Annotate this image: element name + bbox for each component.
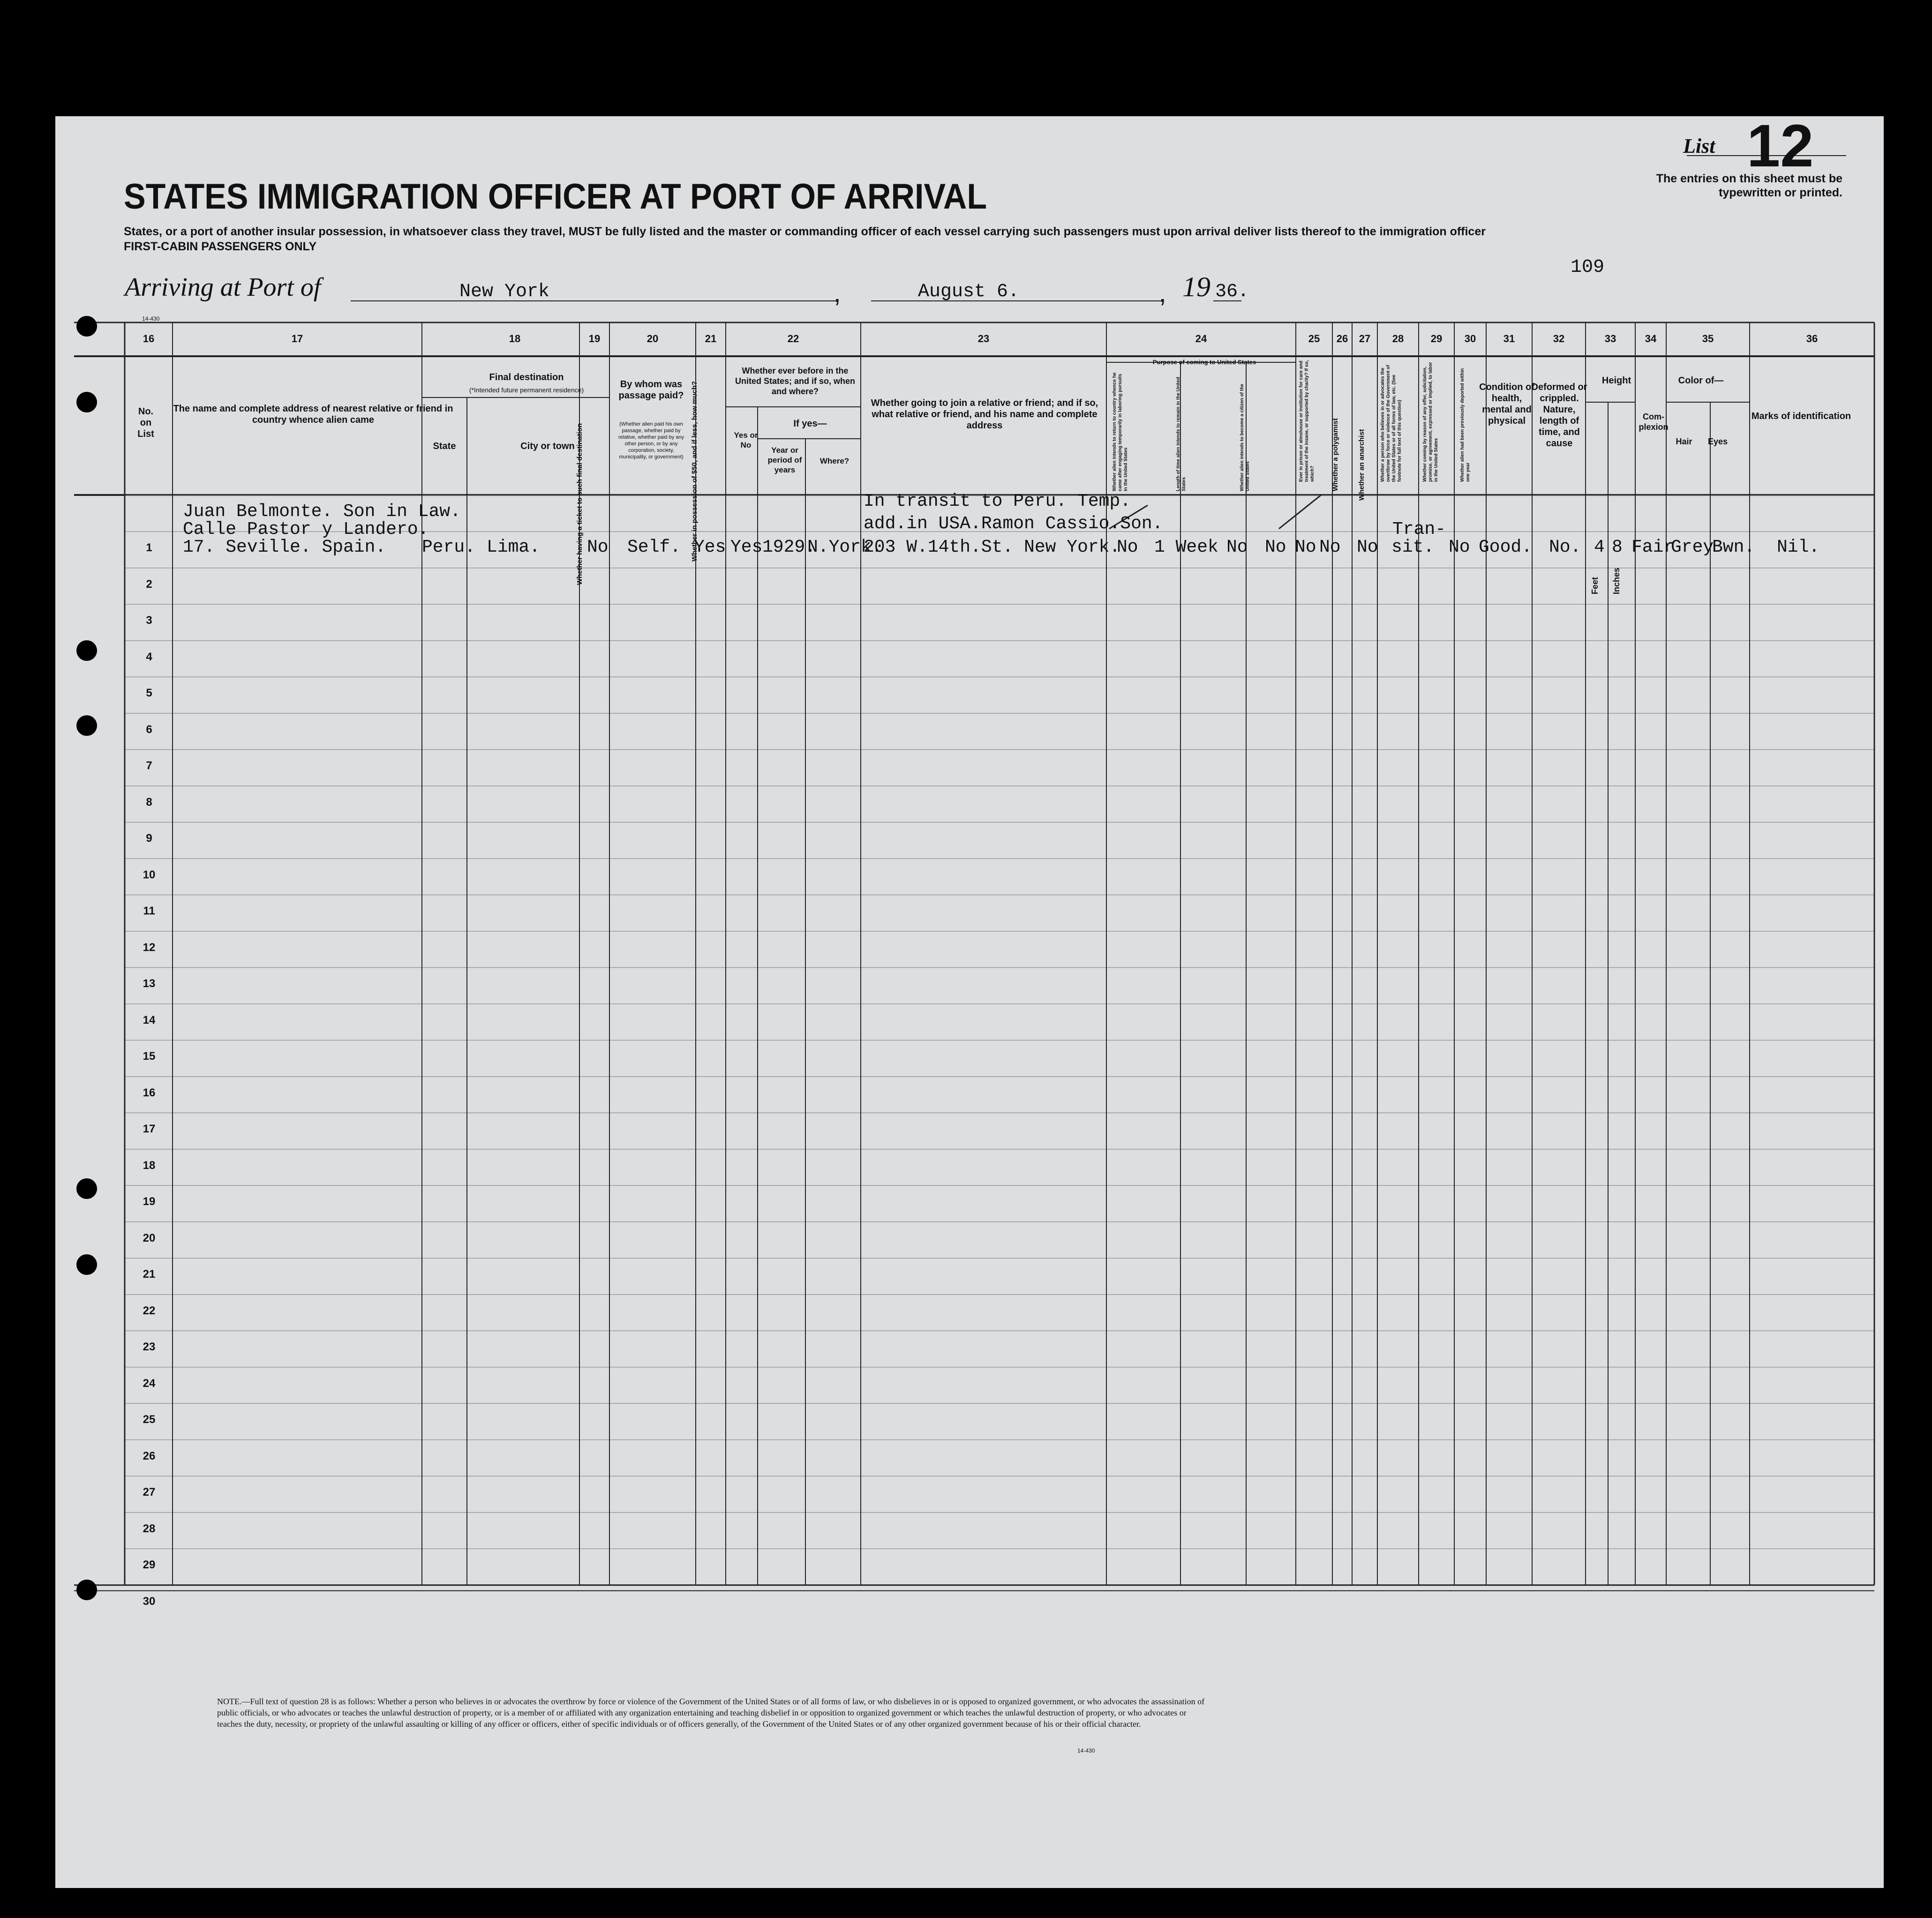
date-value: August 6. [918, 281, 1020, 302]
entries-note: The entries on this sheet must be typewritten or printed. [1656, 172, 1842, 199]
footnote: NOTE.—Full text of question 28 is as follows: Whether a person who believes in or advocates the overthrow by force or violence of the Government of the United States or of all forms of law, or who disbelieves in or is opposed to organized government, or who advocates the assassination of public officials, or who advocates or teaches the unlawful destruction of property, or is a member of or affiliated with any organization entertaining and teaching disbelief in or opposition to organized government or which teaches the unlawful destruction of property, or who advocates or teaches the duty, necessity, or propriety of the unlawful assaulting or killing of any officer or officers, either of specific individuals or of officers generally, of the Government of the United States or of any other organized government because of his or their official character. [217, 1697, 1205, 1729]
entry-feet: 4 [1594, 537, 1605, 557]
year-suffix: 36. [1215, 281, 1249, 302]
column-number: 36 [1806, 333, 1818, 345]
column-number: 23 [977, 333, 990, 345]
row-number: 23 [143, 1341, 156, 1353]
header-complexion: Com-plexion [1639, 412, 1669, 432]
binder-hole [76, 392, 97, 412]
row-number: 19 [143, 1195, 156, 1208]
header-final-destination: Final destination [489, 372, 564, 382]
row-number: 7 [146, 759, 152, 772]
header-purpose: Purpose of coming to United States [1152, 359, 1256, 366]
column-number: 29 [1430, 333, 1443, 345]
binder-hole [76, 316, 97, 337]
column-number: 20 [647, 333, 659, 345]
row-number: 8 [146, 795, 152, 809]
entry-offer-line1: Tran- [1392, 519, 1446, 539]
entry-overthrow: No [1357, 537, 1378, 557]
class-line: FIRST-CABIN PASSENGERS ONLY [124, 240, 317, 253]
column-number: 17 [291, 333, 303, 345]
entry-deported: No [1449, 537, 1470, 557]
row-number: 28 [143, 1522, 156, 1535]
header-offer: Whether coming by reason of any offer, solicitation, promise, or agreement, expressed or implied, to labor in the United States [1422, 362, 1439, 482]
header-marks: Marks of identification [1751, 411, 1851, 421]
row-number: 18 [143, 1159, 156, 1172]
row-number: 5 [146, 687, 152, 699]
column-number: 32 [1553, 333, 1565, 345]
header-polygamist: Whether a polygamist [1331, 418, 1339, 491]
header-yes-no: Yes or No [734, 431, 758, 450]
entry-state: Peru. [422, 537, 476, 557]
header-if-yes: If yes— [793, 419, 827, 429]
header-deported: Whether alien had been previously deported within one year [1460, 368, 1471, 482]
entry-prison: No [1265, 537, 1286, 557]
instruction-line: States, or a port of another insular possession, in whatsoever class they travel, MUST be fully listed and the master or commanding officer of each vessel carrying such passengers must upon arrival deliver lists thereof to the immigration officer [124, 225, 1486, 238]
row-number: 16 [143, 1086, 156, 1099]
row-number: 20 [143, 1231, 156, 1244]
form-code: 14-430 [142, 315, 160, 322]
row-number: 14 [143, 1013, 156, 1026]
header-ticket: Whether having a ticket to such final destination [576, 423, 584, 585]
header-before-in-us: Whether ever before in the United States; and if so, when and where? [735, 366, 856, 396]
column-number: 31 [1503, 333, 1515, 345]
header-color: Color of— [1678, 375, 1724, 386]
entry-relative-line1: Juan Belmonte. Son in Law. [183, 502, 461, 522]
row-number: 9 [146, 832, 152, 845]
entry-inches: 8 [1612, 537, 1623, 557]
header-passage-paid-sub: (Whether alien paid his own passage, whether paid by relative, whether paid by any other person, or by any corporation, society, municipality, or government) [618, 421, 684, 460]
header-health: Condition of health, mental and physical [1479, 382, 1534, 426]
row-number: 2 [146, 577, 152, 591]
entry-polygamist: No [1295, 537, 1316, 557]
header-feet: Feet [1590, 577, 1600, 594]
header-inches: Inches [1612, 567, 1621, 594]
entry-health: Good. [1479, 537, 1533, 557]
entry-relative-line2: Calle Pastor y Landero. [183, 519, 429, 539]
header-return: Whether alien intends to return to country whence he came after engaging temporarily in laboring pursuits in the United States [1112, 372, 1128, 491]
row-number: 12 [143, 941, 156, 954]
column-number: 26 [1336, 333, 1348, 345]
row-number: 4 [146, 650, 152, 663]
row-number: 15 [143, 1050, 156, 1063]
page-title: STATES IMMIGRATION OFFICER AT PORT OF ARRIVAL [124, 177, 987, 217]
binder-hole [76, 715, 97, 736]
header-prison: Ever in prison or almshouse or institution for care and treatment of the insane, or supported by charity? If so, which? [1299, 360, 1315, 482]
header-join-relative: Whether going to join a relative or friend; and if so, what relative or friend, and his name and complete address [871, 398, 1098, 431]
page-number: 109 [1571, 257, 1605, 278]
row-number: 6 [146, 723, 152, 736]
column-number: 19 [588, 333, 601, 345]
entry-anarchist: No [1319, 537, 1341, 557]
row-number: 21 [143, 1268, 156, 1281]
binder-hole [76, 640, 97, 661]
row-number: 10 [143, 868, 156, 881]
entry-before-in-us: Yes [730, 537, 763, 557]
header-eyes: Eyes [1707, 437, 1728, 446]
entry-where: N.York. [807, 537, 882, 557]
entry-marks: Nil. [1777, 537, 1820, 557]
column-number: 34 [1645, 333, 1657, 345]
header-height: Height [1601, 375, 1631, 386]
port-value: New York [459, 281, 550, 302]
entry-complexion: Fair [1631, 537, 1675, 557]
entry-ticket: No [587, 537, 609, 557]
column-number: 24 [1195, 333, 1207, 345]
entry-citizen: No [1226, 537, 1248, 557]
entry-length: 1 Week [1154, 537, 1218, 557]
list-number: 12 [1747, 112, 1814, 180]
comma-2: , [1159, 278, 1166, 307]
footnote-code: 14-430 [1077, 1747, 1095, 1754]
arriving-label: Arriving at Port of [125, 273, 321, 302]
entry-city: Lima. [487, 537, 541, 557]
header-anarchist: Whether an anarchist [1358, 429, 1366, 501]
column-number: 27 [1359, 333, 1371, 345]
column-number: 16 [143, 333, 155, 345]
column-number: 28 [1392, 333, 1404, 345]
row-number: 1 [146, 541, 152, 554]
header-passage-paid: By whom was passage paid? [618, 379, 684, 401]
column-number: 18 [509, 333, 521, 345]
header-state: State [433, 441, 456, 451]
entry-return: No [1117, 537, 1138, 557]
row-number: 25 [143, 1413, 156, 1426]
header-final-destination-sub: (*Intended future permanent residence) [469, 386, 584, 394]
header-deformed: Deformed or crippled. Nature, length of time, and cause [1531, 382, 1587, 449]
row-number: 30 [143, 1595, 156, 1608]
row-number: 29 [143, 1558, 156, 1571]
entry-eyes: Bwn. [1712, 537, 1755, 557]
entry-deformed: No. [1549, 537, 1581, 557]
header-length: Length of time alien intends to remain in the United States [1176, 377, 1187, 491]
entry-hair: Grey [1671, 537, 1714, 557]
header-overthrow: Whether a person who believes in or advocates the overthrow by force or violence of the Government of the United States or of all forms of law, etc. (See footnote for full text of this question) [1380, 365, 1402, 482]
entry-offer-line2: sit. [1391, 537, 1435, 557]
column-number: 30 [1464, 333, 1476, 345]
column-number: 21 [705, 333, 717, 345]
header-nearest-relative: The name and complete address of nearest relative or friend in country whence alien came [173, 404, 453, 425]
list-label: List [1683, 135, 1715, 157]
comma-1: , [834, 278, 841, 307]
grid-line [1279, 495, 1321, 529]
binder-hole [76, 1254, 97, 1275]
header-city: City or town [520, 441, 575, 451]
header-no-on-list: No. on List [137, 406, 154, 439]
header-where: Where? [819, 457, 849, 465]
entry-has-50: Yes [694, 537, 726, 557]
header-citizen: Whether alien intends to become a citizen of the United States [1240, 384, 1250, 491]
entry-relative-line3: 17. Seville. Spain. [183, 537, 386, 557]
entry-join-line1: In transit to Peru. Temp. [864, 491, 1131, 511]
header-fifty-dollars: Whether in possession of $50, and if less, how much? [691, 381, 699, 562]
column-number: 22 [787, 333, 799, 345]
binder-hole [76, 1178, 97, 1199]
header-hair: Hair [1676, 437, 1692, 446]
column-number: 33 [1604, 333, 1616, 345]
binder-hole [76, 1580, 97, 1600]
manifest-sheet [55, 112, 1884, 1888]
row-number: 22 [143, 1304, 156, 1317]
entry-join-line2: add.in USA.Ramon Cassio.Son. [864, 514, 1163, 534]
entry-year: 1929. [762, 537, 816, 557]
row-number: 27 [143, 1486, 156, 1498]
column-number: 25 [1308, 333, 1320, 345]
row-number: 13 [143, 977, 156, 990]
row-number: 17 [143, 1123, 156, 1135]
header-year: Year or period of years [767, 446, 802, 474]
year-prefix: 19 [1182, 271, 1210, 302]
row-number: 26 [143, 1449, 156, 1462]
row-number: 11 [143, 905, 155, 917]
entry-paid-by: Self. [627, 537, 681, 557]
entry-join-line3: 203 W.14th.St. New York. [864, 537, 1120, 557]
column-number: 35 [1702, 333, 1714, 345]
row-number: 3 [146, 614, 152, 627]
row-number: 24 [143, 1377, 156, 1390]
